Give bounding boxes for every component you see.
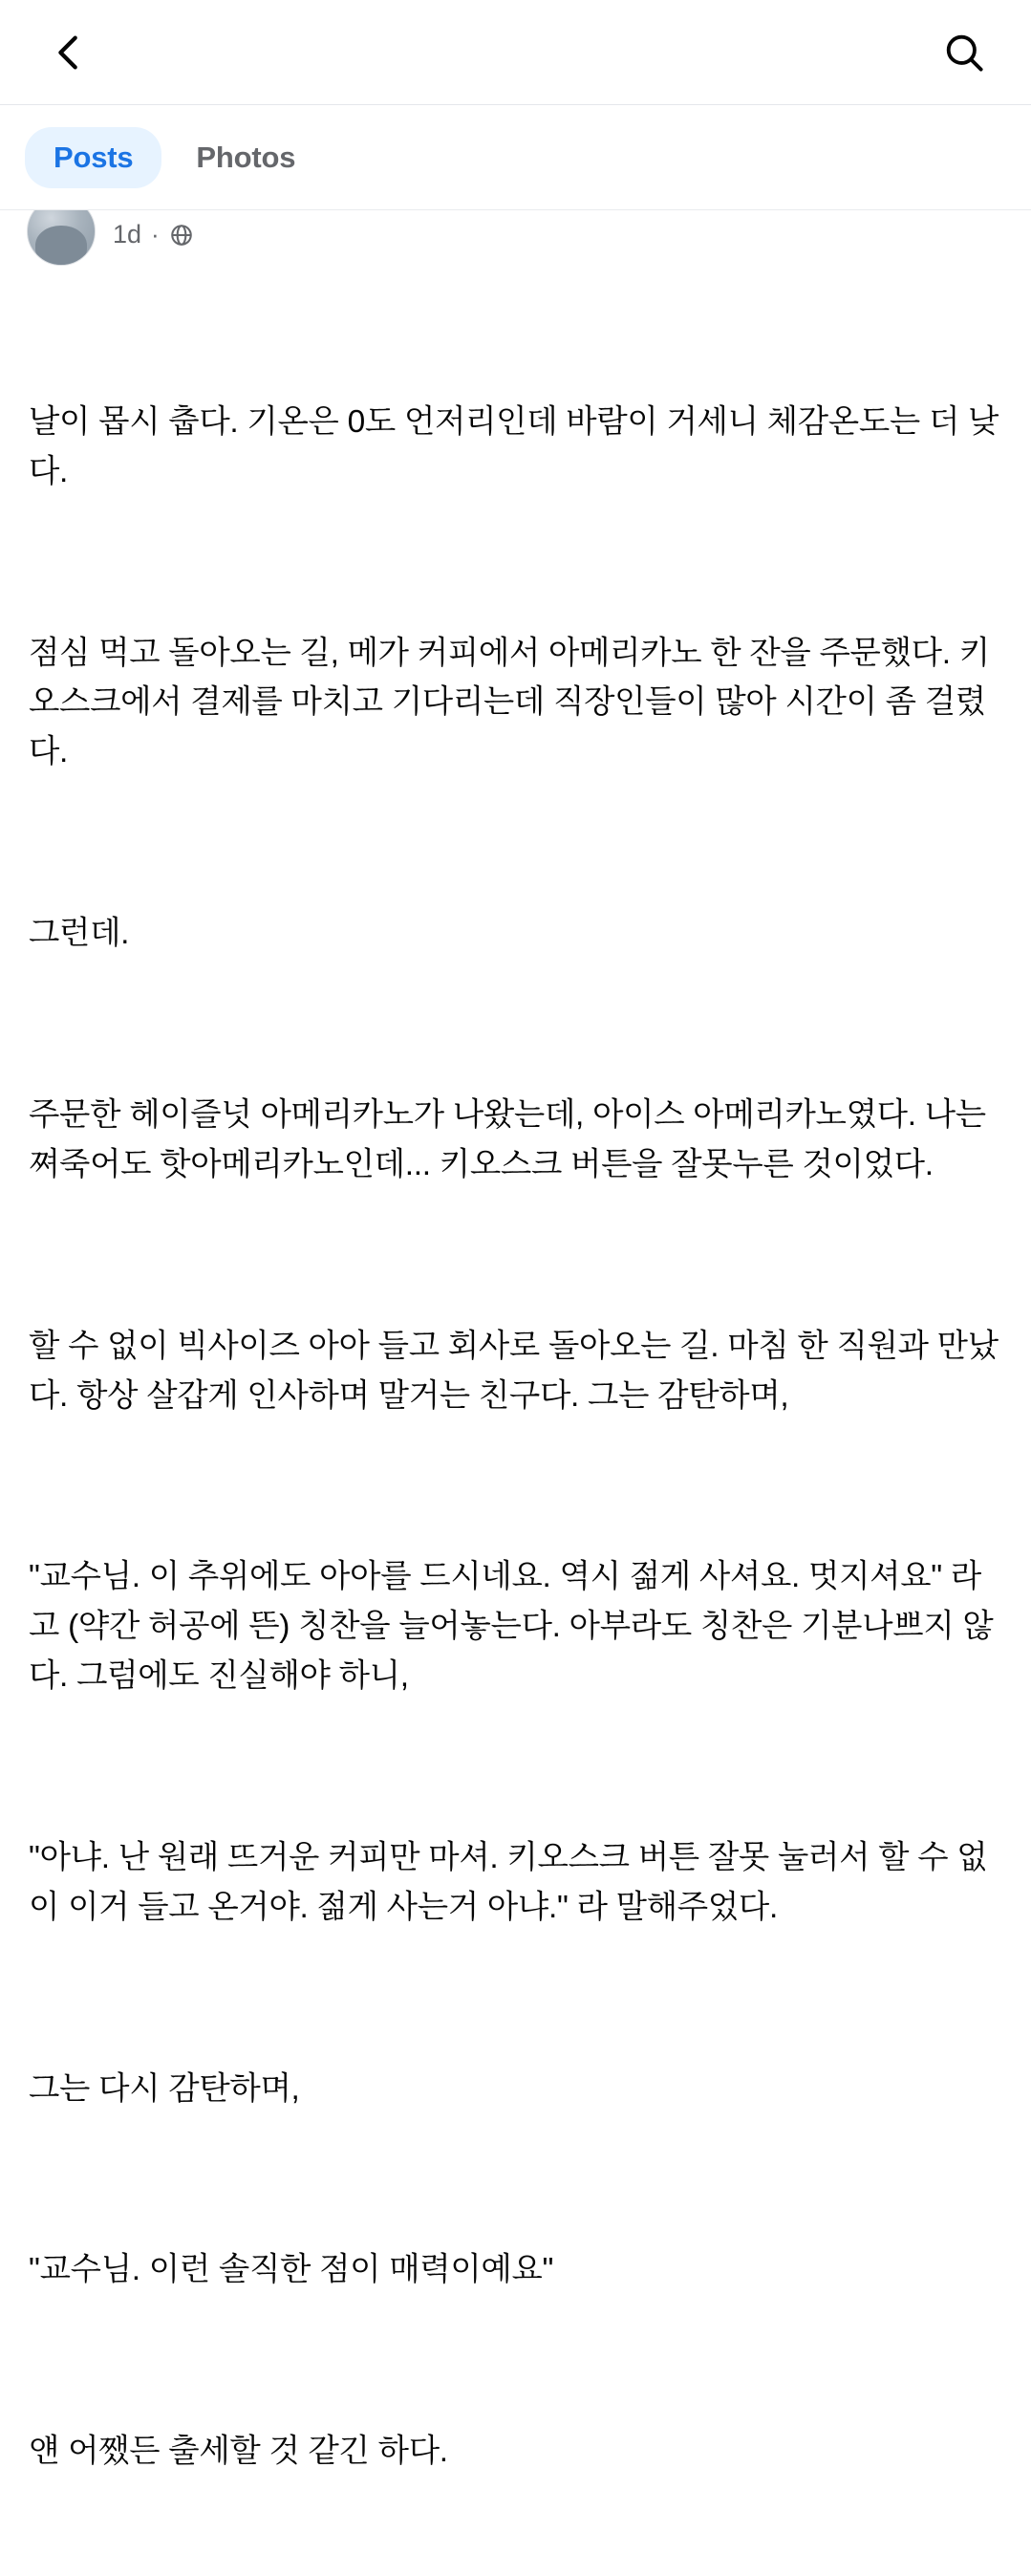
post-paragraph: 점심 먹고 돌아오는 길, 메가 커피에서 아메리카노 한 잔을 주문했다. 키오스크에서 결제를 마치고 기다리는데 직장인들이 많아 시간이 좀 걸렸다. xyxy=(29,635,990,770)
post-paragraph: 날이 몹시 춥다. 기온은 0도 언저리인데 바람이 거세니 체감온도는 더 낮다. xyxy=(29,403,999,489)
post-header xyxy=(0,210,1031,273)
tab-bar xyxy=(0,105,1031,210)
top-navigation-bar xyxy=(0,0,1031,105)
post-paragraph: 할 수 없이 빅사이즈 아아 들고 회사로 돌아오는 길. 마침 한 직원과 만났다. 항상 살갑게 인사하며 말거는 친구다. 그는 감탄하며, xyxy=(29,1328,999,1414)
globe-icon[interactable] xyxy=(169,223,194,248)
post-paragraph: 얜 어쨌든 출세할 것 같긴 하다. xyxy=(29,2434,448,2470)
post-timestamp[interactable]: 1d xyxy=(113,219,142,249)
back-button[interactable] xyxy=(38,22,99,83)
post-meta xyxy=(113,220,194,249)
post-paragraph: "교수님. 이런 솔직한 점이 매력이예요" xyxy=(29,2252,554,2288)
post xyxy=(0,210,1031,2576)
search-icon xyxy=(942,31,986,75)
tab-photos[interactable]: Photos xyxy=(167,127,324,188)
avatar[interactable] xyxy=(27,210,96,266)
post-paragraph: "교수님. 이 추위에도 아아를 드시네요. 역시 젊게 사셔요. 멋지셔요" 라고 (약간 허공에 뜬) 칭찬을 늘어놓는다. 아부라도 칭찬은 기분나쁘지 않다. 그럼에도 진실해야 하니, xyxy=(29,1559,994,1695)
tab-posts[interactable]: Posts xyxy=(25,127,161,188)
post-body xyxy=(0,273,1031,2576)
post-paragraph: 주문한 헤이즐넛 아메리카노가 나왔는데, 아이스 아메리카노였다. 나는 쪄죽어도 핫아메리카노인데... 키오스크 버튼을 잘못누른 것이었다. xyxy=(29,1096,995,1182)
search-button[interactable] xyxy=(934,22,995,83)
post-paragraph: 그런데. xyxy=(29,916,130,952)
post-paragraph: "아냐. 난 원래 뜨거운 커피만 마셔. 키오스크 버튼 잘못 눌러서 할 수 없이 이거 들고 온거야. 젊게 사는거 아냐." 라 말해주었다. xyxy=(29,1839,988,1925)
back-chevron-icon xyxy=(47,31,91,75)
post-paragraph: 그는 다시 감탄하며, xyxy=(29,2070,300,2107)
meta-separator: · xyxy=(151,219,160,249)
